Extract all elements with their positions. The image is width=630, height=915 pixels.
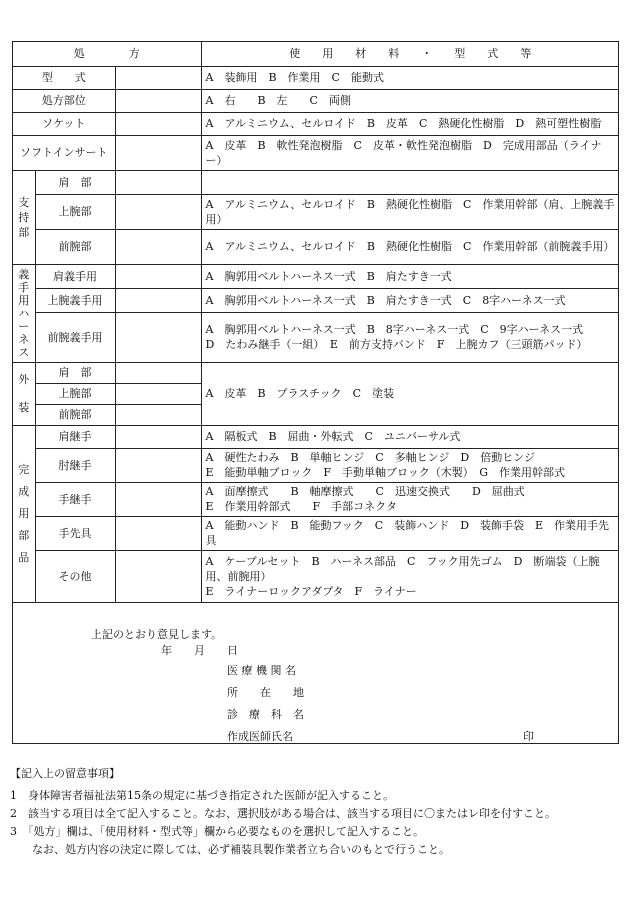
row-label-wrist-joint: 手継手 bbox=[35, 482, 115, 516]
table-row bbox=[13, 112, 619, 135]
input-cell-support-forearm[interactable] bbox=[115, 229, 201, 264]
row-label-harness-forearm: 前腕義手用 bbox=[35, 312, 115, 362]
row-label-other: その他 bbox=[35, 550, 115, 602]
prescription-form bbox=[12, 41, 619, 744]
input-cell-exterior-forearm[interactable] bbox=[115, 404, 201, 425]
table-row bbox=[13, 135, 619, 170]
row-options-exterior: A 皮革 B プラスチック C 塗装 bbox=[201, 362, 619, 425]
input-cell-harness-upper-arm[interactable] bbox=[115, 288, 201, 312]
input-cell-harness-shoulder[interactable] bbox=[115, 264, 201, 288]
notes-title: 【記入上の留意事項】 bbox=[10, 767, 120, 780]
row-options-harness-shoulder: A 胸郭用ベルトハーネス一式 B 肩たすき一式 bbox=[201, 264, 619, 288]
seal-mark: 印 bbox=[523, 730, 534, 743]
group-label-support: 支 持 部 bbox=[13, 170, 35, 264]
notes-section bbox=[10, 765, 620, 859]
table-row bbox=[13, 448, 619, 482]
row-options-type: A 装飾用 B 作業用 C 能動式 bbox=[201, 66, 619, 89]
row-label-elbow-joint: 肘継手 bbox=[35, 448, 115, 482]
table-row bbox=[13, 482, 619, 516]
table-row bbox=[13, 264, 619, 288]
group-label-harness: 義 手 用 ハ ー ネ ス bbox=[13, 264, 35, 362]
input-cell-support-upper-arm[interactable] bbox=[115, 194, 201, 229]
opinion-section bbox=[13, 612, 618, 744]
row-label-exterior-shoulder: 肩 部 bbox=[35, 362, 115, 383]
header-materials: 使 用 材 料 ・ 型 式 等 bbox=[201, 42, 619, 66]
table-row bbox=[13, 66, 619, 89]
row-options-site: A 右 B 左 C 両側 bbox=[201, 89, 619, 112]
row-options-harness-forearm: A 胸郭用ベルトハーネス一式 B 8字ハーネス一式 C 9字ハーネス一式 D たわみ継手（一組） E 前方支持バンド F 上腕カフ（三頭筋パッド） bbox=[201, 312, 619, 362]
row-label-support-shoulder: 肩 部 bbox=[35, 170, 115, 194]
row-label-harness-upper-arm: 上腕義手用 bbox=[35, 288, 115, 312]
row-label-exterior-upper-arm: 上腕部 bbox=[35, 383, 115, 404]
row-options-elbow-joint: A 硬性たわみ B 単軸ヒンジ C 多軸ヒンジ D 倍動ヒンジ E 能動単軸ブロック F 手動単軸ブロック（木製） G 作業用幹部式 bbox=[201, 448, 619, 482]
row-options-shoulder-joint: A 隔板式 B 屈曲・外転式 C ユニバーサル式 bbox=[201, 425, 619, 448]
row-label-support-forearm: 前腕部 bbox=[35, 229, 115, 264]
row-label-exterior-forearm: 前腕部 bbox=[35, 404, 115, 425]
label-department: 診 療 科 名 bbox=[227, 708, 304, 721]
table-row bbox=[13, 516, 619, 550]
row-label-soft-insert: ソフトインサート bbox=[13, 135, 115, 170]
input-cell-harness-forearm[interactable] bbox=[115, 312, 201, 362]
row-label-terminal-device: 手先具 bbox=[35, 516, 115, 550]
table-header-row bbox=[13, 42, 619, 66]
row-label-socket: ソケット bbox=[13, 112, 115, 135]
table-row bbox=[13, 229, 619, 264]
row-label-shoulder-joint: 肩継手 bbox=[35, 425, 115, 448]
input-cell-terminal-device[interactable] bbox=[115, 516, 201, 550]
input-cell-wrist-joint[interactable] bbox=[115, 482, 201, 516]
input-cell-elbow-joint[interactable] bbox=[115, 448, 201, 482]
input-cell-other[interactable] bbox=[115, 550, 201, 602]
row-options-soft-insert: A 皮革 B 軟性発泡樹脂 C 皮革・軟性発泡樹脂 D 完成用部品（ライナー） bbox=[201, 135, 619, 170]
note-item-2: 2 該当する項目は全て記入すること。なお、選択肢がある場合は、該当する項目に〇またはレ印を付すこと。 bbox=[10, 807, 556, 820]
input-cell-type[interactable] bbox=[115, 66, 201, 89]
group-label-parts: 完 成 用 部 品 bbox=[13, 425, 35, 602]
input-cell-exterior-upper-arm[interactable] bbox=[115, 383, 201, 404]
row-options-harness-upper-arm: A 胸郭用ベルトハーネス一式 B 肩たすき一式 C 8字ハーネス一式 bbox=[201, 288, 619, 312]
table-row bbox=[13, 288, 619, 312]
prescription-table bbox=[13, 42, 619, 603]
input-cell-exterior-shoulder[interactable] bbox=[115, 362, 201, 383]
row-options-support-forearm: A アルミニウム、セルロイド B 熱硬化性樹脂 C 作業用幹部（前腕義手用） bbox=[201, 229, 619, 264]
opinion-statement: 上記のとおり意見します。 bbox=[91, 628, 223, 641]
table-row bbox=[13, 170, 619, 194]
note-item-1: 1 身体障害者福祉法第15条の規定に基づき指定された医師が記入すること。 bbox=[10, 789, 394, 802]
row-label-type: 型 式 bbox=[13, 66, 115, 89]
input-cell-shoulder-joint[interactable] bbox=[115, 425, 201, 448]
table-row bbox=[13, 89, 619, 112]
table-row bbox=[13, 362, 619, 383]
row-options-terminal-device: A 能動ハンド B 能動フック C 装飾ハンド D 装飾手袋 E 作業用手先具 bbox=[201, 516, 619, 550]
table-row bbox=[13, 194, 619, 229]
label-institution: 医 療 機 関 名 bbox=[227, 664, 296, 677]
row-label-site: 処方部位 bbox=[13, 89, 115, 112]
table-row bbox=[13, 425, 619, 448]
table-row bbox=[13, 312, 619, 362]
table-row bbox=[13, 550, 619, 602]
row-options-other: A ケーブルセット B ハーネス部品 C フック用先ゴム D 断端袋（上腕用、前腕用） E ライナーロックアダプタ F ライナー bbox=[201, 550, 619, 602]
input-cell-socket[interactable] bbox=[115, 112, 201, 135]
input-cell-support-shoulder[interactable] bbox=[115, 170, 201, 194]
row-options-socket: A アルミニウム、セルロイド B 皮革 C 熱硬化性樹脂 D 熱可塑性樹脂 bbox=[201, 112, 619, 135]
note-item-4: なお、処方内容の決定に際しては、必ず補装具製作業者立ち合いのもとで行うこと。 bbox=[10, 843, 450, 856]
input-cell-soft-insert[interactable] bbox=[115, 135, 201, 170]
row-label-support-upper-arm: 上腕部 bbox=[35, 194, 115, 229]
opinion-date[interactable]: 年 月 日 bbox=[161, 644, 238, 657]
row-options-support-upper-arm: A アルミニウム、セルロイド B 熱硬化性樹脂 C 作業用幹部（肩、上腕義手用） bbox=[201, 194, 619, 229]
group-label-exterior: 外 装 bbox=[13, 362, 35, 425]
row-options-wrist-joint: A 面摩擦式 B 軸摩擦式 C 迅速交換式 D 屈曲式 E 作業用幹部式 F 手部コネクタ bbox=[201, 482, 619, 516]
row-label-harness-shoulder: 肩義手用 bbox=[35, 264, 115, 288]
row-options-support-shoulder bbox=[201, 170, 619, 194]
label-doctor-name: 作成医師氏名 bbox=[227, 730, 293, 743]
label-address: 所 在 地 bbox=[227, 686, 304, 699]
input-cell-site[interactable] bbox=[115, 89, 201, 112]
note-item-3: 3 「処方」欄は、「使用材料・型式等」欄から必要なものを選択して記入すること。 bbox=[10, 825, 424, 838]
header-prescription: 処 方 bbox=[13, 42, 201, 66]
